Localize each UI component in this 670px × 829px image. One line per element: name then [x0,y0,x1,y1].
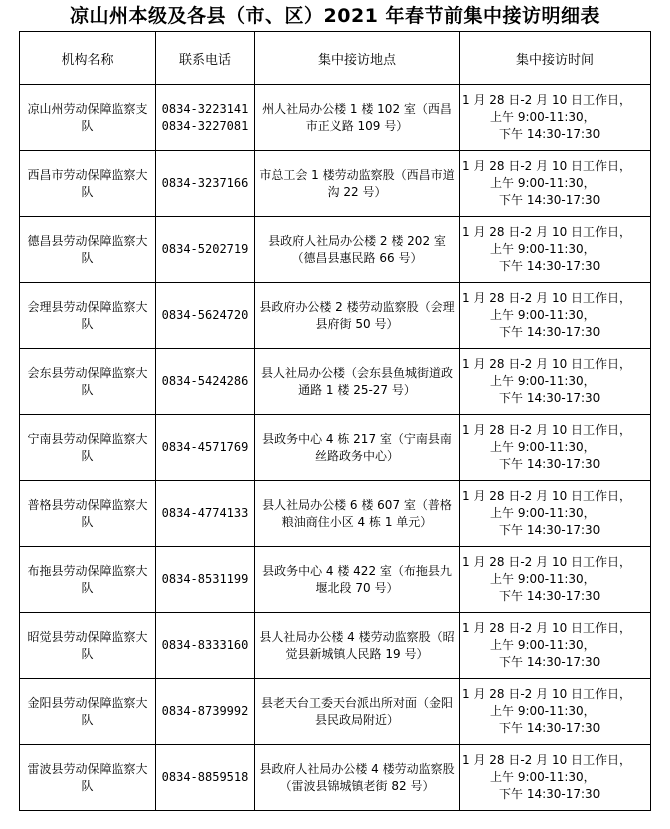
time-line: 上午 9:00-11:30， [490,770,596,784]
time-line: 1 月 28 日-2 月 10 日工作日， [462,489,632,503]
address-cell: 州人社局办公楼 1 楼 102 室（西昌市正义路 109 号） [255,85,460,151]
time-cell [460,745,651,811]
phone-number: 0834-3223141 [161,101,249,116]
address-cell: 市总工会 1 楼劳动监察股（西昌市道沟 22 号） [255,151,460,217]
org-name-cell: 西昌市劳动保障监察大队 [20,151,156,217]
time-line: 1 月 28 日-2 月 10 日工作日， [462,93,632,107]
time-line: 下午 14:30-17:30 [499,325,601,339]
time-cell [460,85,651,151]
phone-number: 0834-5424286 [161,374,249,388]
org-name-cell: 凉山州劳动保障监察支队 [20,85,156,151]
time-line: 下午 14:30-17:30 [499,457,601,471]
phone-cell [156,151,255,217]
time-line: 1 月 28 日-2 月 10 日工作日， [462,159,632,173]
time-line: 下午 14:30-17:30 [499,721,601,735]
table-row [20,151,651,217]
phone-number: 0834-8333160 [161,638,249,652]
phone-cell [156,217,255,283]
address-cell: 县人社局办公楼 6 楼 607 室（普格粮油商住小区 4 栋 1 单元） [255,481,460,547]
address-cell: 县政府人社局办公楼 2 楼 202 室（德昌县惠民路 66 号） [255,217,460,283]
table-row [20,349,651,415]
time-line: 上午 9:00-11:30， [490,440,596,454]
address-cell: 县政务中心 4 楼 422 室（布拖县九堰北段 70 号） [255,547,460,613]
address-cell: 县政府办公楼 2 楼劳动监察股（会理县府街 50 号） [255,283,460,349]
phone-cell [156,283,255,349]
org-name-cell: 布拖县劳动保障监察大队 [20,547,156,613]
time-line: 下午 14:30-17:30 [499,523,601,537]
table-row [20,85,651,151]
address-cell: 县政务中心 4 栋 217 室（宁南县南丝路政务中心） [255,415,460,481]
table-row [20,745,651,811]
time-line: 上午 9:00-11:30， [490,638,596,652]
time-cell [460,415,651,481]
time-line: 上午 9:00-11:30， [490,308,596,322]
phone-number: 0834-8531199 [161,572,249,586]
table-row [20,283,651,349]
time-cell [460,481,651,547]
phone-number: 0834-5624720 [161,308,249,322]
time-line: 上午 9:00-11:30， [490,704,596,718]
time-line: 下午 14:30-17:30 [499,259,601,273]
table-row [20,415,651,481]
time-cell [460,349,651,415]
time-line: 上午 9:00-11:30， [490,176,596,190]
phone-cell [156,349,255,415]
phone-cell [156,613,255,679]
table-body [20,85,651,811]
column-header-org: 机构名称 [20,32,156,85]
time-cell [460,217,651,283]
time-cell [460,547,651,613]
time-line: 1 月 28 日-2 月 10 日工作日， [462,357,632,371]
time-line: 上午 9:00-11:30， [490,374,596,388]
time-line: 1 月 28 日-2 月 10 日工作日， [462,621,632,635]
time-line: 上午 9:00-11:30， [490,110,596,124]
time-line: 1 月 28 日-2 月 10 日工作日， [462,291,632,305]
table-row [20,217,651,283]
time-line: 1 月 28 日-2 月 10 日工作日， [462,555,632,569]
column-header-time: 集中接访时间 [460,32,651,85]
org-name-cell: 会理县劳动保障监察大队 [20,283,156,349]
address-cell: 县人社局办公楼（会东县鱼城街道政通路 1 楼 25-27 号） [255,349,460,415]
column-header-phone: 联系电话 [156,32,255,85]
table-header-row [20,32,651,85]
time-cell [460,151,651,217]
table-row [20,547,651,613]
time-line: 1 月 28 日-2 月 10 日工作日， [462,423,632,437]
time-line: 下午 14:30-17:30 [499,655,601,669]
phone-number: 0834-8739992 [161,704,249,718]
time-line: 下午 14:30-17:30 [499,391,601,405]
address-cell: 县老天台工委天台派出所对面（金阳县民政局附近） [255,679,460,745]
table-row [20,481,651,547]
page-title: 凉山州本级及各县（市、区）2021 年春节前集中接访明细表 [70,5,600,27]
org-name-cell: 宁南县劳动保障监察大队 [20,415,156,481]
phone-cell [156,415,255,481]
table-row [20,613,651,679]
time-line: 1 月 28 日-2 月 10 日工作日， [462,687,632,701]
org-name-cell: 金阳县劳动保障监察大队 [20,679,156,745]
time-line: 下午 14:30-17:30 [499,127,601,141]
phone-number: 0834-3227081 [161,118,249,133]
time-cell [460,283,651,349]
time-line: 下午 14:30-17:30 [499,787,601,801]
time-line: 上午 9:00-11:30， [490,242,596,256]
org-name-cell: 普格县劳动保障监察大队 [20,481,156,547]
phone-number: 0834-5202719 [161,242,249,256]
phone-cell [156,481,255,547]
org-name-cell: 德昌县劳动保障监察大队 [20,217,156,283]
time-line: 下午 14:30-17:30 [499,193,601,207]
phone-number: 0834-3237166 [161,176,249,190]
table-row [20,679,651,745]
phone-cell [156,85,255,151]
org-name-cell: 会东县劳动保障监察大队 [20,349,156,415]
time-line: 1 月 28 日-2 月 10 日工作日， [462,225,632,239]
time-line: 上午 9:00-11:30， [490,506,596,520]
time-line: 上午 9:00-11:30， [490,572,596,586]
org-name-cell: 昭觉县劳动保障监察大队 [20,613,156,679]
address-cell: 县政府人社局办公楼 4 楼劳动监察股（雷波县锦城镇老街 82 号） [255,745,460,811]
phone-number: 0834-4774133 [161,506,249,520]
phone-number: 0834-8859518 [161,770,249,784]
phone-number: 0834-4571769 [161,440,249,454]
schedule-table [19,31,651,811]
time-line: 1 月 28 日-2 月 10 日工作日， [462,753,632,767]
phone-cell [156,745,255,811]
phone-cell [156,547,255,613]
column-header-address: 集中接访地点 [255,32,460,85]
phone-cell [156,679,255,745]
time-line: 下午 14:30-17:30 [499,589,601,603]
time-cell [460,679,651,745]
org-name-cell: 雷波县劳动保障监察大队 [20,745,156,811]
time-cell [460,613,651,679]
address-cell: 县人社局办公楼 4 楼劳动监察股（昭觉县新城镇人民路 19 号） [255,613,460,679]
